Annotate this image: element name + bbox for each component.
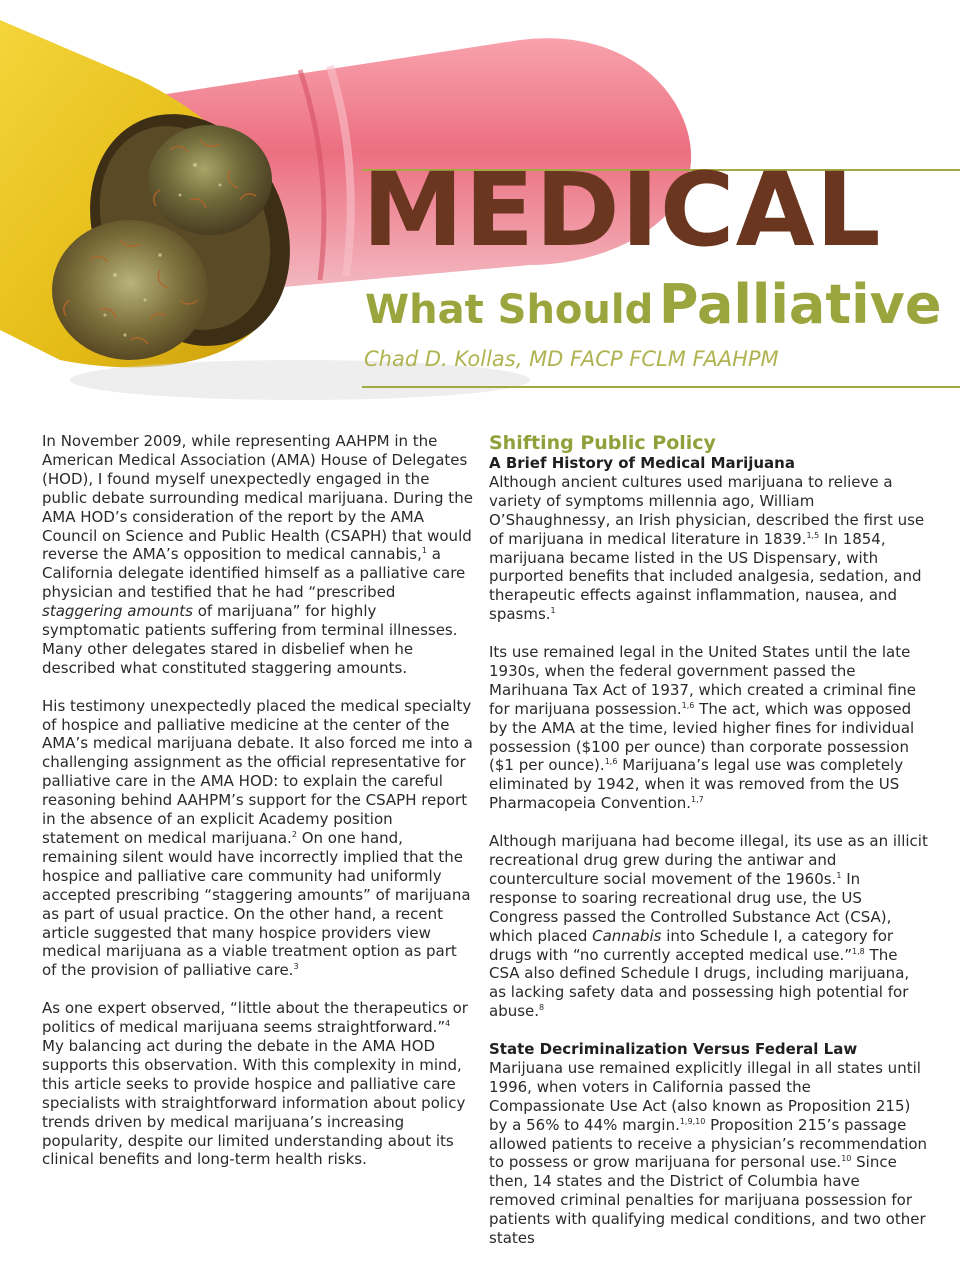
paragraph: His testimony unexpectedly placed the medical specialty of hospice and palliative medicine at the center of the AMA’s medical marijuana debate. It also forced me into a challenging assignment as the official representative for palliative care in the AMA HOD: to explain the careful reasoning behind AAHPM’s support for the CSAPH report in the absence of an explicit Academy position statement on medical marijuana.$^2$ On one hand, remaining silent would have incorrectly implied that the hospice and palliative care community had uniformly accepted prescribing “staggering amounts” of marijuana as part of usual practice. On the other hand, a recent article suggested that many hospice providers view medical marijuana as a viable treatment option as part of the provision of palliative care.$^3$ (42, 696, 473, 980)
subheading: State Decriminalization Versus Federal Law (489, 1040, 858, 1059)
paragraph: As one expert observed, “little about the therapeutics or politics of medical marijuana seems straightforward.”$^4$ My balancing act during the debate in the AMA HOD supports this observation. With this complexity in mind, this article seeks to provide hospice and palliative care specialists with straightforward information about policy trends driven by medical marijuana’s increasing popularity, despite our limited understanding about its clinical benefits and long-term health risks. (42, 999, 468, 1169)
author-byline: Chad D. Kollas, MD FACP FCLM FAAHPM (364, 347, 779, 371)
hero-image (0, 0, 960, 420)
title-bottom-rule (362, 386, 960, 388)
right-column (489, 432, 929, 1267)
subtitle (365, 273, 942, 336)
subheading: A Brief History of Medical Marijuana (489, 454, 795, 472)
page-title: MEDICAL (362, 151, 882, 270)
paragraph: Its use remained legal in the United States until the late 1930s, when the federal government passed the Marihuana Tax Act of 1937, which created a criminal fine for marijuana possession.$^{1,6}$ The act, which was opposed by the AMA at the time, levied higher fines for individual possession ($100 per ounce) than corporate possession ($1 per ounce).$^{1,6}$ Marijuana’s legal use was completely eliminated by 1942, when it was removed from the US Pharmacopeia Convention.$^{1,7}$ (489, 643, 916, 813)
left-column (42, 432, 474, 1188)
paragraph: Although ancient cultures used marijuana to relieve a variety of symptoms millennia ago, William O’Shaughnessy, an Irish physician, described the first use of marijuana in medical literature in 1839.$^{1,5}$ In 1854, marijuana became listed in the US Dispensary, with purported benefits that included analgesia, sedation, and therapeutic effects against inflammation, nausea, and spasms.$^1$ (489, 472, 925, 624)
subtitle-part1: What Should (365, 287, 654, 333)
paragraph: In November 2009, while representing AAHPM in the American Medical Association (AMA) House of Delegates (HOD), I found myself unexpectedly engaged in the public debate surrounding medical marijuana. During the AMA HOD’s consideration of the report by the AMA Council on Science and Public Health (CSAPH) that would reverse the AMA’s opposition to medical cannabis,$^1$ a California delegate identified himself as a palliative care physician and testified that he had “prescribed staggering amounts of marijuana” for highly symptomatic patients suffering from terminal illnesses. Many other delegates stared in disbelief when he described what constituted staggering amounts. (42, 432, 473, 677)
paragraph: Marijuana use remained explicitly illegal in all states until 1996, when voters in California passed the Compassionate Use Act (also known as Proposition 215) by a 56% to 44% margin.$^{1,9,10}$ Proposition 215’s passage allowed patients to receive a physician’s recommendation to possess or grow marijuana for personal use.$^{10}$ Since then, 14 states and the District of Columbia have removed criminal penalties for marijuana possession for patients with qualifying medical conditions, and two other states (489, 1058, 928, 1248)
paragraph: Although marijuana had become illegal, its use as an illicit recreational drug grew during the antiwar and counterculture social movement of the 1960s.$^1$ In response to soaring recreational drug use, the US Congress passed the Controlled Substance Act (CSA), which placed Cannabis into Schedule I, a category for drugs with “no currently accepted medical use.”$^{1,8}$ The CSA also defined Schedule I drugs, including marijuana, as lacking safety data and possessing high potential for abuse.$^8$ (489, 832, 928, 1021)
section-heading: Shifting Public Policy (489, 432, 716, 454)
subtitle-part2: Palliative (658, 273, 942, 336)
